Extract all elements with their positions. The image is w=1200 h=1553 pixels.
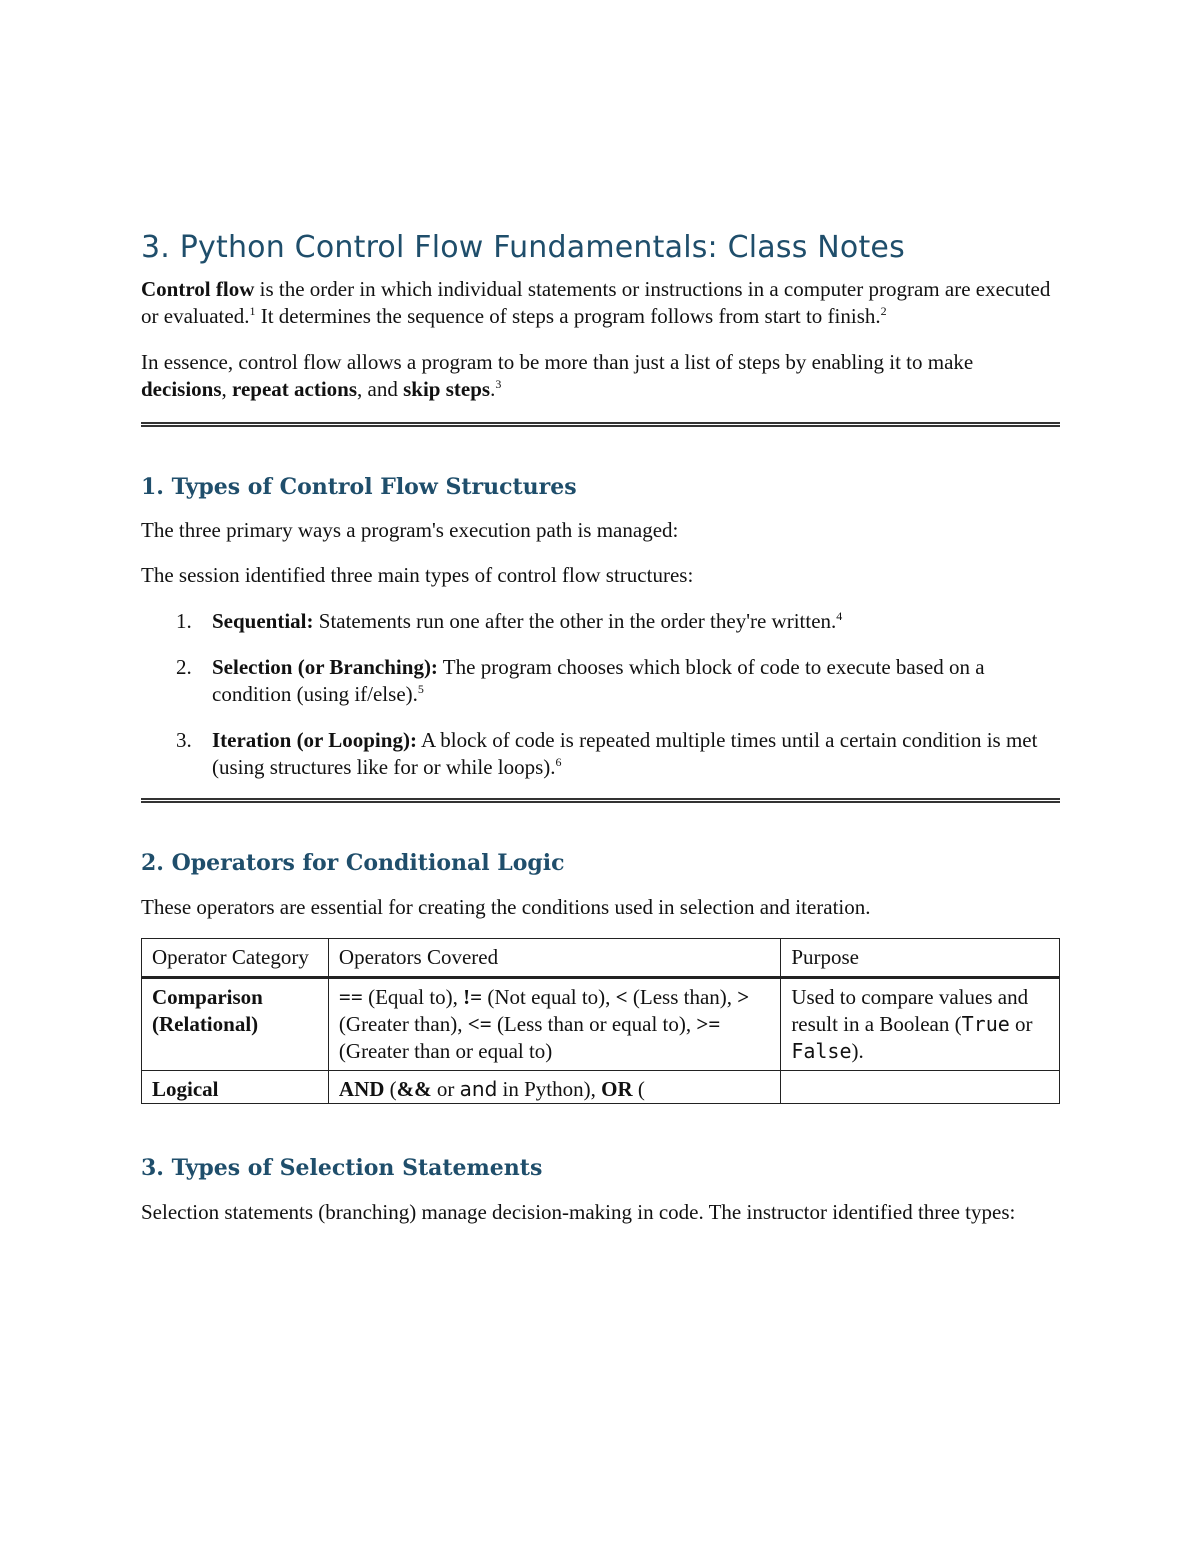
table-header-row xyxy=(142,939,1060,978)
table-row xyxy=(142,978,1060,1071)
page-title: 3. Python Control Flow Fundamentals: Class Notes xyxy=(141,230,905,265)
footnote-ref-4[interactable]: 4 xyxy=(836,609,843,623)
table-cell-operators: == (Equal to), != (Not equal to), < (Less than), > (Greater than), <= (Less than or equal to), >= (Greater than or equal to) xyxy=(328,978,780,1071)
section-3-paragraph-1: Selection statements (branching) manage decision-making in code. The instructor identified three types: xyxy=(141,1200,1016,1224)
list-number: 1. xyxy=(176,609,192,633)
list-item: 3. Iteration (or Looping): A block of code is repeated multiple times until a certain condition is met (using structures like for or while loops).$^6$ xyxy=(176,728,1038,779)
table-cell-purpose xyxy=(781,1071,1060,1104)
section-2-heading: 2. Operators for Conditional Logic xyxy=(141,850,565,876)
table-row xyxy=(142,1071,1060,1104)
section-1-heading: 1. Types of Control Flow Structures xyxy=(141,474,577,500)
list-item-label: Iteration (or Looping): xyxy=(212,728,417,752)
table-header-cell: Purpose xyxy=(781,939,1060,978)
code-false: False xyxy=(791,1039,852,1063)
table-cell-purpose: Used to compare values and result in a Boolean (True or False). xyxy=(781,978,1060,1071)
list-number: 2. xyxy=(176,655,192,679)
list-number: 3. xyxy=(176,728,192,752)
table-header-cell: Operator Category xyxy=(142,939,329,978)
section-divider xyxy=(141,422,1060,427)
document-page xyxy=(141,228,1060,1226)
section-1-paragraph-1: The three primary ways a program's execution path is managed: xyxy=(141,518,679,542)
section-1-paragraph-2: The session identified three main types of control flow structures: xyxy=(141,563,694,587)
list-item: 2. Selection (or Branching): The program chooses which block of code to execute based on a condition (using if/else).$^5$ xyxy=(176,655,985,706)
footnote-ref-5[interactable]: 5 xyxy=(417,682,424,696)
term-decisions: decisions xyxy=(141,377,222,401)
footnote-ref-3[interactable]: 3 xyxy=(495,377,502,391)
footnote-ref-6[interactable]: 6 xyxy=(555,755,562,769)
intro-paragraph-2: In essence, control flow allows a program to be more than just a list of steps by enabling it to make decisions, repeat actions, and skip steps.$^3$ xyxy=(141,350,974,401)
intro-paragraph-1: Control flow is the order in which individual statements or instructions in a computer program are executed or evaluated.$^1$ It determines the sequence of steps a program follows from start to finish.$^2$ xyxy=(141,277,1051,328)
term-control-flow: Control flow xyxy=(141,277,255,301)
code-true: True xyxy=(961,1012,1010,1036)
section-divider xyxy=(141,798,1060,803)
control-flow-types-list xyxy=(141,608,1060,781)
operators-table xyxy=(141,938,1060,1104)
section-2-paragraph-1: These operators are essential for creating the conditions used in selection and iteration. xyxy=(141,895,871,919)
table-cell-category: Comparison (Relational) xyxy=(142,978,329,1071)
table-cell-category: Logical xyxy=(142,1071,329,1104)
list-item: 1. Sequential: Statements run one after the other in the order they're written.$^4$ xyxy=(176,609,843,633)
code-and: and xyxy=(459,1077,498,1101)
term-repeat-actions: repeat actions xyxy=(232,377,358,401)
footnote-ref-2[interactable]: 2 xyxy=(880,304,887,318)
table-cell-operators: AND (&& or and in Python), OR ( xyxy=(328,1071,780,1104)
term-skip-steps: skip steps xyxy=(403,377,491,401)
footnote-ref-1[interactable]: 1 xyxy=(249,304,256,318)
table-header-cell: Operators Covered xyxy=(328,939,780,978)
list-item-label: Sequential: xyxy=(212,609,314,633)
section-3-heading: 3. Types of Selection Statements xyxy=(141,1155,543,1181)
list-item-label: Selection (or Branching): xyxy=(212,655,438,679)
